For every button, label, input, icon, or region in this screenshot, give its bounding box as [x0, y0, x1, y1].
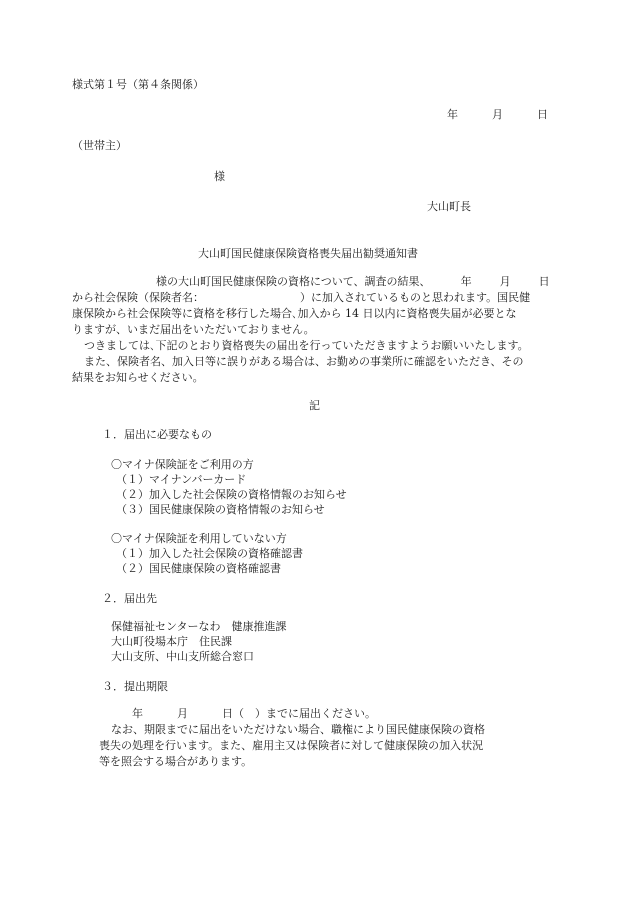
note-line-3: 等を照会する場合があります。	[99, 755, 253, 768]
section3-heading: ３．提出期限	[102, 680, 168, 693]
body-line-1: 様の大山町国民健康保険の資格について、調査の結果、 年 月 日	[156, 275, 550, 288]
group-a-item-2: （２）加入した社会保険の資格情報のお知らせ	[116, 488, 347, 501]
group-a-item-3: （３）国民健康保険の資格情報のお知らせ	[116, 503, 325, 516]
date-line	[447, 108, 548, 122]
note-line-2: 喪失の処理を行います。また、雇用主又は保険者に対して健康保険の加入状況	[99, 739, 484, 752]
sender: 大山町長	[427, 200, 471, 213]
date-month: 月	[492, 108, 503, 121]
deadline-line: 年 月 日（ ）までに届出ください。	[132, 707, 376, 720]
date-year: 年	[447, 108, 458, 121]
date-day: 日	[537, 108, 548, 121]
group-b-item-1: （１）加入した社会保険の資格確認書	[116, 547, 303, 560]
document-title: 大山町国民健康保険資格喪失届出勧奨通知書	[198, 247, 418, 260]
section2-heading: ２．届出先	[102, 592, 157, 605]
place-1: 保健福祉センターなわ 健康推進課	[111, 620, 287, 633]
body-line-3: 康保険から社会保険等に資格を移行した場合､加入から 14 日以内に資格喪失届が必要とな	[72, 307, 517, 320]
section1-heading: １．届出に必要なもの	[102, 428, 212, 441]
form-number: 様式第１号（第４条関係）	[72, 78, 204, 91]
addressee-honorific: 様	[214, 170, 225, 183]
note-line-1: なお、期限までに届出をいただけない場合、職権により国民健康保険の資格	[111, 723, 485, 736]
place-2: 大山町役場本庁 住民課	[111, 635, 232, 648]
addressee-label: （世帯主）	[72, 139, 127, 152]
body-line-7: 結果をお知らせください。	[72, 371, 204, 384]
body-line-2: から社会保険（保険者名： ）に加入されているものと思われます。国民健	[72, 291, 531, 304]
group-a-item-1: （１）マイナンバーカード	[116, 473, 247, 486]
group-b-title: 〇マイナ保険証を利用していない方	[111, 532, 287, 545]
group-b-item-2: （２）国民健康保険の資格確認書	[116, 562, 281, 575]
place-3: 大山支所、中山支所総合窓口	[111, 650, 254, 663]
group-a-title: 〇マイナ保険証をご利用の方	[111, 458, 254, 471]
body-line-6: また、保険者名、加入日等に誤りがある場合は、お勤めの事業所に確認をいただき、その	[84, 355, 524, 368]
ki-heading: 記	[309, 399, 320, 412]
body-line-5: つきましては､下記のとおり資格喪失の届出を行っていただきますようお願いいたします。	[84, 339, 529, 352]
body-line-4: りますが、いまだ届出をいただいておりません。	[72, 323, 315, 336]
